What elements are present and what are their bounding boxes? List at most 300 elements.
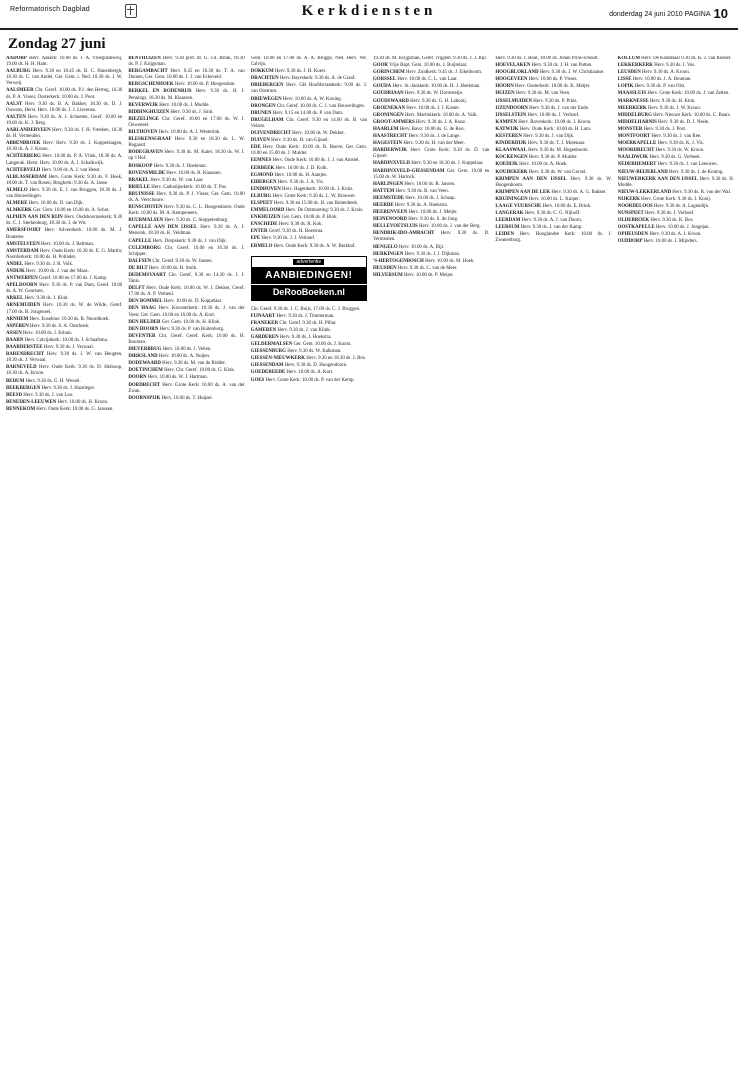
service-listing bbox=[251, 76, 367, 82]
place-name: AALBURG bbox=[6, 69, 31, 75]
place-name: DIEVERBRUG bbox=[128, 347, 162, 353]
service-listing bbox=[128, 69, 244, 81]
service-details: Herv. 9.30 ds. J. van der Ende. bbox=[527, 105, 590, 111]
service-details: Chr. Geref. 10.00 en 16.30 ds. J. Schipper. bbox=[128, 245, 245, 257]
place-name: DEN HOORN bbox=[128, 326, 159, 332]
service-listing bbox=[6, 303, 122, 315]
ad-url[interactable]: DeRooBoeken.nl bbox=[251, 284, 367, 301]
service-details: Herv. 9.30 ds. J. de Koning. bbox=[667, 169, 724, 175]
service-listing bbox=[495, 141, 611, 147]
service-details: Herv. 10.00 ds. J. Velten. bbox=[161, 347, 212, 353]
service-details: Herv. 9.30 ds. C. G. Nijhoff. bbox=[523, 211, 581, 217]
service-details: Herv. 10.00 ds. J. A. Bouman. bbox=[631, 77, 692, 83]
service-details: Herv. 10.00 ds. A. Hoek. bbox=[517, 162, 568, 168]
place-name: MAASSLUIS bbox=[617, 91, 647, 97]
service-details: Herv. 9.30 ds. G. H. Labooij. bbox=[408, 98, 467, 104]
place-name: ELBURG bbox=[250, 193, 272, 199]
service-details: Herv. 9.30 ds. H. van der Meer. bbox=[402, 141, 465, 147]
service-details: Herv. Hagenkerk: 10.00 ds. J. Kruis. bbox=[280, 186, 354, 192]
service-listing bbox=[495, 127, 611, 133]
service-details: 19.30 ds. M. Krijgsman, Geref. vrijgem. 9.30 ds. J. J. Bijl. bbox=[373, 56, 487, 61]
service-listing bbox=[618, 148, 734, 154]
service-details: Ger. Gem. 10.00 en 15.00 ds. W. Harinck. bbox=[373, 168, 490, 180]
place-name: LEERSUM bbox=[495, 225, 520, 231]
service-listing bbox=[6, 338, 122, 344]
place-name: BIDDINGHUIZEN bbox=[128, 109, 170, 115]
service-details: Herv. De Ontmoeting: 9.30 ds. J. Kruis. bbox=[284, 208, 364, 214]
service-details: Herv. 9.30 ds. B. van Veen. bbox=[394, 188, 449, 194]
service-listing bbox=[128, 259, 244, 265]
place-name: KINDERDIJK bbox=[495, 141, 527, 147]
service-listing bbox=[373, 245, 489, 251]
service-listing bbox=[251, 307, 367, 313]
service-details: Herv. 10.00 ds. D. Koppelaar. bbox=[162, 299, 223, 305]
place-name: DELFT bbox=[128, 286, 145, 292]
service-listing bbox=[618, 70, 734, 76]
place-name: DEVENTER bbox=[128, 333, 156, 339]
service-details: Herv. 9.30 en 15.00 ds. H. van Ruitenbeek. bbox=[272, 200, 359, 206]
service-listing bbox=[6, 269, 122, 275]
place-name: HARDINXVELD-GIESSENDAM bbox=[373, 168, 445, 174]
service-details: Herv. 10.30 ds. W. de Wilde, Geref. 17.00 ds. B. Jongeneel. bbox=[6, 303, 123, 315]
service-listing bbox=[128, 171, 244, 177]
service-details: Herv. 9.30 ds. A. J. Mensink, 18.30 ds. K. Veldman. bbox=[128, 225, 245, 237]
place-name: NIEUW-LEKKERLAND bbox=[617, 189, 672, 195]
service-details: Herv. Oude Kerk: 10.30 ds. E. G. Martin; Noorderkerk: 10.00 ds. H. Polinder. bbox=[6, 248, 123, 260]
service-listing bbox=[618, 211, 734, 217]
service-details: Herv. 9.30 ds. J. Smit. bbox=[169, 109, 214, 115]
place-name: EINDHOVEN bbox=[250, 186, 281, 192]
service-listing bbox=[495, 91, 611, 97]
service-details: Herv. 10.00 ds. W. Dekker. bbox=[290, 131, 345, 137]
service-details: Chr. Geref. 9.30 en 14.30 ds. J. J. Tanis. bbox=[128, 273, 245, 285]
service-details: Herv. 9.30 ds. D. Hoogendoorn. bbox=[283, 363, 348, 369]
service-listing bbox=[128, 320, 244, 326]
service-details: Herv. 9.30 ds. J. van Loo. bbox=[22, 392, 74, 398]
service-listing bbox=[6, 201, 122, 207]
service-details: Herv. 9.30 ds. J. de Lange. bbox=[407, 134, 461, 140]
service-listing bbox=[251, 236, 367, 242]
service-details: Herv. Grote Kerk: 10.00 ds. A. van der Zwan. bbox=[128, 382, 245, 394]
service-details: Herv. 10.00 ds. J. Jongejan. bbox=[654, 225, 710, 231]
service-listing bbox=[6, 56, 122, 68]
service-details: Herv. De Kandelaar 9.30 ds. K. J. van Roekel. bbox=[639, 56, 732, 61]
place-name: DE BILT bbox=[128, 265, 148, 271]
advertisement[interactable] bbox=[251, 256, 367, 301]
service-details: Herv. Bavo: 10.00 ds. G. de Roo. bbox=[398, 126, 465, 132]
place-name: OLDEBROEK bbox=[617, 218, 650, 224]
place-name: HEINENOORD bbox=[373, 217, 407, 223]
service-details: Herv. 9.30 ds. T. J. Molenaar. bbox=[526, 141, 586, 147]
service-listing bbox=[6, 352, 122, 364]
place-name: HOEVELAKEN bbox=[495, 63, 531, 69]
place-name: DEN BOMMEL bbox=[128, 299, 163, 305]
service-details: Herv. Catharijnekerk: 10.00 ds. T. Pos. bbox=[150, 184, 228, 190]
place-name: CAPELLE bbox=[128, 238, 152, 244]
place-name: BLESKENSGRAAF bbox=[128, 137, 172, 143]
place-name: ARKEL bbox=[6, 296, 24, 302]
place-name: MIDDELBURG bbox=[617, 112, 652, 118]
service-listing bbox=[6, 69, 122, 87]
place-name: MIDDELHARNIS bbox=[617, 119, 657, 125]
place-name: BERKEL EN RODENRIJS bbox=[128, 89, 192, 95]
service-details: Herv. Martinikerk: 10.00 ds. A. Valk. bbox=[403, 112, 478, 118]
place-name: FRANEKER bbox=[250, 320, 279, 326]
place-name: BEEKBERGEN bbox=[6, 385, 41, 391]
service-listing bbox=[251, 118, 367, 130]
service-details: Herv. 10.00 ds. R. Jansen. bbox=[403, 181, 456, 187]
service-listing bbox=[495, 190, 611, 196]
service-details: Herv. Oude Kerk: 9.30 ds. A. W. Berkhof. bbox=[272, 243, 356, 249]
service-listing bbox=[373, 84, 489, 90]
service-listing bbox=[373, 252, 489, 258]
service-listing bbox=[251, 321, 367, 327]
service-details: Herv. 9.30 ds. J. J. Dijkman. bbox=[403, 251, 461, 257]
service-details: Herv. Chr. Geref. 10.00 ds. G. Klok. bbox=[162, 368, 236, 374]
service-listing bbox=[618, 91, 734, 97]
place-name: GOUDRIAAN bbox=[373, 91, 404, 97]
place-name: DIRKSLAND bbox=[128, 354, 158, 360]
service-listing bbox=[6, 102, 122, 114]
place-name: ALPHEN AAN DEN RIJN bbox=[6, 215, 63, 221]
place-name: AALTEN bbox=[6, 114, 26, 120]
service-listing bbox=[251, 328, 367, 334]
service-listing bbox=[618, 134, 734, 140]
service-details: Gem. 10.00 en 17.00 ds. A. A. Brugge, Ned. Herv. Ver. Calvijn. bbox=[250, 56, 367, 68]
service-details: Herv. 9.45 en 18.30 ds. T. A. van Duinen, Ger. Gem. 10.00 ds. J. J. van Eckeveld. bbox=[128, 69, 245, 81]
place-name: BUNSCHOTEN bbox=[128, 205, 163, 211]
service-details: Herv. 10.00 ds. W. J. Hartman. bbox=[146, 375, 208, 381]
place-name: HAGESTEIN bbox=[373, 141, 403, 147]
place-name: NIJKERK bbox=[617, 196, 640, 202]
place-name: KOUDEKERK bbox=[495, 169, 528, 175]
service-listing bbox=[6, 345, 122, 351]
service-details: Herv. 9.30 ds. P. van Olst. bbox=[633, 84, 686, 90]
place-name: DOORNSPIJK bbox=[128, 395, 161, 401]
service-listing bbox=[251, 56, 367, 68]
place-name: HEEMSTEDE bbox=[373, 195, 404, 201]
service-listing bbox=[251, 69, 367, 75]
place-name: HAASTRECHT bbox=[373, 134, 408, 140]
section-title: Zondag 27 juni bbox=[8, 36, 106, 52]
place-name: GORSSEL bbox=[373, 77, 397, 83]
service-details: Herv. 9.30 ds. A. J. van Doorn. bbox=[520, 218, 583, 224]
service-listing bbox=[495, 162, 611, 168]
service-details: Herv. Grote Kerk: 10.00 ds. P. van der Kemp. bbox=[264, 377, 355, 383]
place-name: NUNSPEET bbox=[617, 211, 644, 217]
service-listing bbox=[495, 106, 611, 112]
place-name: GIESSEN-NIEUWKERK bbox=[250, 356, 306, 362]
place-name: BOVENSMILDE bbox=[128, 170, 166, 176]
service-details: Herv. 9.30 ds. H. J. Pennings, 18.30 ds. M. Klaassen. bbox=[128, 89, 245, 101]
service-listing bbox=[618, 113, 734, 119]
place-name: BILTHOVEN bbox=[128, 130, 158, 136]
service-details: Herv. Oude Kerk: 10.00 ds. G. Janssen. bbox=[35, 406, 114, 412]
place-name: KRUININGEN bbox=[495, 196, 528, 202]
service-details: Herv. 9.30 ds. P. van Ruitenburg. bbox=[158, 326, 225, 332]
service-details: Herv. 9.30 ds. A. J. Schoeten, Geref. 10.00 en 19.00 ds. K. J. Berg. bbox=[6, 114, 123, 126]
service-listing bbox=[6, 379, 122, 385]
service-listing bbox=[6, 215, 122, 227]
service-details: Herv. 10.00 ds. C. L. van Laar. bbox=[396, 77, 458, 83]
place-name: BODEGRAVEN bbox=[128, 150, 163, 156]
place-name: MONTFOORT bbox=[617, 134, 651, 140]
listing-column bbox=[618, 56, 734, 1062]
service-listing bbox=[495, 225, 611, 231]
ad-label: advertentie bbox=[293, 259, 324, 265]
service-listing bbox=[495, 63, 611, 69]
service-details: Herv. 9.30 ds. J. W. van Heugten, 18.30 ds. J. Verwaal. bbox=[6, 352, 123, 364]
service-listing bbox=[373, 134, 489, 140]
place-name: OOSTKAPELLE bbox=[617, 225, 655, 231]
service-details: Herv. Aakerk: 10.00 ds. J. A. Vroegindeweij, 19.00 ds. H. H. Ham. bbox=[6, 56, 123, 68]
service-details: Herv. 10.00 ds. J. Meijer. bbox=[407, 210, 458, 216]
place-name: ARNHEM bbox=[6, 316, 29, 322]
service-details: Herv. 10.00 ds. B. Klaassen. bbox=[165, 170, 222, 176]
place-name: MOORDRECHT bbox=[617, 148, 655, 154]
place-name: AMSTERDAM bbox=[6, 248, 39, 254]
place-name: ANTWERPEN bbox=[6, 276, 38, 282]
listings-columns bbox=[6, 56, 734, 1062]
place-name: BARNEVELD bbox=[6, 365, 37, 371]
place-name: GELDERMALSEN bbox=[250, 342, 293, 348]
service-listing bbox=[373, 113, 489, 119]
service-listing bbox=[251, 166, 367, 172]
service-details: Herv. 9.30 ds. J. H. Vreeken, 18.30 ds. H. Vermeulen. bbox=[6, 128, 123, 140]
place-name: HILVERSUM bbox=[373, 272, 403, 278]
service-listing bbox=[251, 83, 367, 95]
service-listing bbox=[495, 218, 611, 224]
service-listing bbox=[495, 204, 611, 210]
service-details: Herv. Oude Kerk: 10.00 ds. H. Lam. bbox=[518, 126, 592, 132]
place-name: MARKNESSE bbox=[617, 98, 649, 104]
place-name: EGMOND bbox=[250, 172, 274, 178]
place-name: LAAGE VUURSCHE bbox=[495, 203, 542, 209]
service-listing bbox=[373, 182, 489, 188]
service-listing bbox=[6, 141, 122, 153]
place-name: GRONINGEN bbox=[373, 112, 404, 118]
service-listing bbox=[128, 354, 244, 360]
service-listing bbox=[251, 363, 367, 369]
place-name: BENTHUIZEN bbox=[128, 56, 161, 61]
service-listing bbox=[251, 215, 367, 221]
service-listing bbox=[495, 134, 611, 140]
service-listing bbox=[251, 222, 367, 228]
place-name: EMMELOORD bbox=[250, 208, 285, 214]
service-details: Herv. 9.30 ds. G. H. Wessel. bbox=[24, 378, 81, 384]
service-details: Herv. Grote Kerk: 9.30 ds. F. Hoek, 18.00 ds. T. van Rosen; Brugkerk: 9.30 ds. A. Janse. bbox=[6, 174, 123, 186]
service-details: Herv. Grote Kerk: 9.30 ds. D. van Gijssel. bbox=[373, 148, 490, 160]
service-details: Herv. 9.30 ds. W. Hoogenboom. bbox=[495, 176, 612, 188]
service-details: Herv. 9.30 en 18.30 ds. J. Bos. bbox=[305, 356, 366, 362]
service-details: Herv. 9.30 ds. D. Vermeulen. bbox=[373, 231, 490, 243]
service-listing bbox=[373, 273, 489, 279]
place-name: ENKHUIZEN bbox=[250, 215, 281, 221]
service-listing bbox=[251, 349, 367, 355]
place-name: ALMKERK bbox=[6, 208, 32, 214]
service-details: Herv. 9.30 ds. W. Kroon. bbox=[654, 148, 705, 154]
service-details: Herv. 9.00 ds. A. J. van Heest. bbox=[40, 167, 101, 173]
service-listing bbox=[373, 91, 489, 97]
service-listing bbox=[251, 111, 367, 117]
place-name: HOORN bbox=[495, 84, 514, 90]
service-listing bbox=[618, 106, 734, 112]
place-name: BEVERWIJK bbox=[128, 102, 159, 108]
place-name: IJSSELMUIDEN bbox=[495, 98, 533, 104]
service-listing bbox=[618, 170, 734, 176]
listing-column bbox=[128, 56, 244, 1062]
place-name: GIESSENBURG bbox=[250, 349, 286, 355]
place-name: BEDUM bbox=[6, 378, 25, 384]
service-listing bbox=[618, 77, 734, 83]
place-name: EPE bbox=[250, 236, 261, 242]
place-name: ANDIJK bbox=[6, 269, 25, 274]
service-listing bbox=[251, 244, 367, 250]
service-listing bbox=[251, 145, 367, 157]
service-details: Herv. 10.00 ds. J. Schaap. bbox=[403, 195, 456, 201]
service-details: Herv. 10.00 ds. J. J. Koster. bbox=[405, 105, 460, 111]
service-listing bbox=[128, 130, 244, 136]
service-details: Herv. 9.30 ds. J. A. Vis. bbox=[276, 179, 324, 185]
service-listing bbox=[373, 63, 489, 69]
service-details: Herv. 10.00 ds. A. W. Koning. bbox=[281, 96, 342, 102]
service-listing bbox=[495, 99, 611, 105]
place-name: NEDERHEMERT bbox=[617, 162, 657, 168]
place-name: DOKKUM bbox=[250, 69, 274, 75]
service-listing bbox=[495, 120, 611, 126]
service-details: Herv. 9.30 ds. W. Dorresteijn. bbox=[403, 91, 464, 97]
service-details: Herv. 9.30 ds. J. R. Volk. bbox=[23, 261, 74, 267]
service-listing bbox=[495, 77, 611, 83]
place-name: DRUNEN bbox=[250, 110, 272, 116]
service-details: Herv. 10.00 ds. J. van der Berg. bbox=[417, 224, 481, 230]
place-name: OPHEUSDEN bbox=[617, 232, 649, 238]
place-name: ACHTERBERG bbox=[6, 154, 41, 160]
service-listing bbox=[495, 197, 611, 203]
service-listing bbox=[618, 63, 734, 69]
service-details: Herv. Grote Kerk: 9.30 ds. J. Kooij. bbox=[639, 196, 712, 202]
place-name: GOUDSWAARD bbox=[373, 98, 409, 104]
service-listing bbox=[6, 276, 122, 282]
place-name: AMSTELVEEN bbox=[6, 241, 40, 247]
service-listing bbox=[373, 231, 489, 243]
service-listing bbox=[6, 393, 122, 399]
service-listing bbox=[128, 334, 244, 346]
service-details: Herv. Grote Kerk: 9.30 ds. L. W. Brouwer. bbox=[271, 193, 356, 199]
service-details: Herv. Eusebius: 10.30 ds. R. Noordhoek. bbox=[28, 316, 110, 322]
place-name: CAPELLE AAN DEN IJSSEL bbox=[128, 225, 198, 231]
place-name: OUDDORP bbox=[617, 239, 643, 245]
place-name: HOOGEVEEN bbox=[495, 77, 528, 83]
place-name: NIEUWERKERK AAN DEN IJSSEL bbox=[617, 176, 698, 182]
service-details: Herv. 10.00 ds. E. Brink. bbox=[541, 203, 592, 209]
service-details: Herv. 9.30 ds. J. Hazeleger. bbox=[40, 385, 96, 391]
service-listing bbox=[128, 361, 244, 367]
service-listing bbox=[373, 148, 489, 160]
place-name: DORDRECHT bbox=[128, 382, 161, 388]
service-listing bbox=[618, 225, 734, 231]
place-name: GROENEKAN bbox=[373, 105, 406, 111]
place-name: DALFSEN bbox=[128, 258, 152, 264]
place-name: BERGSCHENHOEK bbox=[128, 82, 174, 88]
service-listing bbox=[373, 120, 489, 126]
place-name: KRIMPEN AAN DEN IJSSEL bbox=[495, 176, 567, 182]
service-details: Chr. Geref. Geref. Kerk: 10.00 ds. H. Bouman. bbox=[128, 333, 245, 345]
service-details: Herv. 9.30 ds. R. van der Wal. bbox=[671, 189, 732, 195]
service-details: Herv. 9.30 ds. D. J. Neele. bbox=[656, 119, 710, 125]
service-details: Chr. Geref. 9.30 en 14.00 ds. B. van Velzen. bbox=[250, 117, 367, 129]
service-details: Herv. Kloosterkerk: 10.30 ds. J. van der Veen; Ger. Gem. 10.00 en 16.00 ds. A. Kort. bbox=[128, 306, 245, 318]
service-listing bbox=[128, 383, 244, 395]
service-listing bbox=[618, 239, 734, 245]
place-name: GORINCHEM bbox=[373, 70, 405, 76]
service-details: Herv. Dorpskerk: 9.30 ds. J. van Dijk. bbox=[151, 238, 227, 244]
place-name: LEUSDEN bbox=[617, 70, 641, 76]
service-listing bbox=[373, 161, 489, 167]
service-listing bbox=[128, 164, 244, 170]
place-name: DRIEWEGEN bbox=[250, 96, 282, 102]
service-details: Herv. 10.00 ds. L. Kuiper. bbox=[527, 196, 580, 202]
place-name: IJZENDOORN bbox=[495, 105, 528, 111]
place-name: DUIVEN bbox=[250, 138, 270, 144]
service-details: Herv. 10.00 ds. J. van der Maas. bbox=[24, 269, 89, 274]
service-listing bbox=[251, 314, 367, 320]
service-listing bbox=[6, 283, 122, 295]
place-name: BAARDERSTEE bbox=[6, 345, 43, 351]
place-name: NIEUW-BEIJERLAND bbox=[617, 169, 668, 175]
service-details: Herv. 9.30 ds. J. Verwaal. bbox=[42, 345, 94, 351]
service-details: Herv. Oude Kerk: 10.00 ds. W. J. Dekker, Geref. 17.00 ds. A. P. Verheul. bbox=[128, 286, 245, 298]
place-name: ASPEREN bbox=[6, 323, 29, 329]
service-listing bbox=[251, 173, 367, 179]
service-listing bbox=[128, 368, 244, 374]
place-name: GROOT-AMMERS bbox=[373, 119, 415, 125]
place-name: DRACHTEN bbox=[250, 76, 279, 82]
place-name: DOORN bbox=[128, 375, 147, 381]
place-name: HEUSDEN bbox=[373, 265, 397, 271]
service-listing bbox=[495, 170, 611, 176]
service-details: Herv. 10.00 ds. P. Visser. bbox=[527, 77, 578, 83]
place-name: DRUGELHAM bbox=[250, 117, 284, 123]
place-name: KOCKENGEN bbox=[495, 155, 528, 161]
service-details: Chr. Geref. 10.00 ds. P.J. den Hertog, 16.30 ds. P. A. Visser, Oosterkerk: 10.00 ds. J. Poot. bbox=[6, 88, 123, 100]
listing-column bbox=[495, 56, 611, 1062]
service-listing bbox=[251, 158, 367, 164]
service-details: Herv. 10.00 ds. J. Mijnders. bbox=[642, 239, 698, 245]
service-listing bbox=[128, 82, 244, 88]
service-details: Herv. 9.30 ds. C. van de Meer. bbox=[396, 265, 458, 271]
service-listing bbox=[373, 99, 489, 105]
service-listing bbox=[6, 365, 122, 377]
service-listing bbox=[495, 211, 611, 217]
service-details: Herv. 9.30 ds. A. Lagendijk. bbox=[652, 203, 710, 209]
service-details: Herv. 10.00 ds. H. Kroon. bbox=[56, 399, 109, 405]
service-details: Herv. 9.30 ds. G. Verbeek. bbox=[648, 155, 701, 161]
service-details: Ger. Gem. 10.00 en 16.00 ds. A. Schot. bbox=[31, 208, 110, 214]
service-details: Herv. 9.30 ds. E. J. van Bruggen, 18.30 ds. J. van Houwelingen. bbox=[6, 187, 123, 199]
service-details: Herv. 10.00 ds. P. Hoogendam. bbox=[173, 82, 236, 88]
place-name: DOETINCHEM bbox=[128, 368, 163, 374]
service-listing bbox=[618, 177, 734, 189]
service-listing bbox=[251, 194, 367, 200]
service-listing bbox=[373, 189, 489, 195]
service-details: Herv. Calvijnkerk: 10.00 ds. J. Schaafsma. bbox=[23, 337, 108, 343]
service-listing bbox=[618, 162, 734, 168]
place-name: ALBLASSERDAM bbox=[6, 174, 47, 180]
service-listing bbox=[251, 342, 367, 348]
place-name: DRIEBERGEN bbox=[250, 83, 284, 89]
place-name: 'S-HERTOGENBOSCH bbox=[373, 258, 424, 264]
